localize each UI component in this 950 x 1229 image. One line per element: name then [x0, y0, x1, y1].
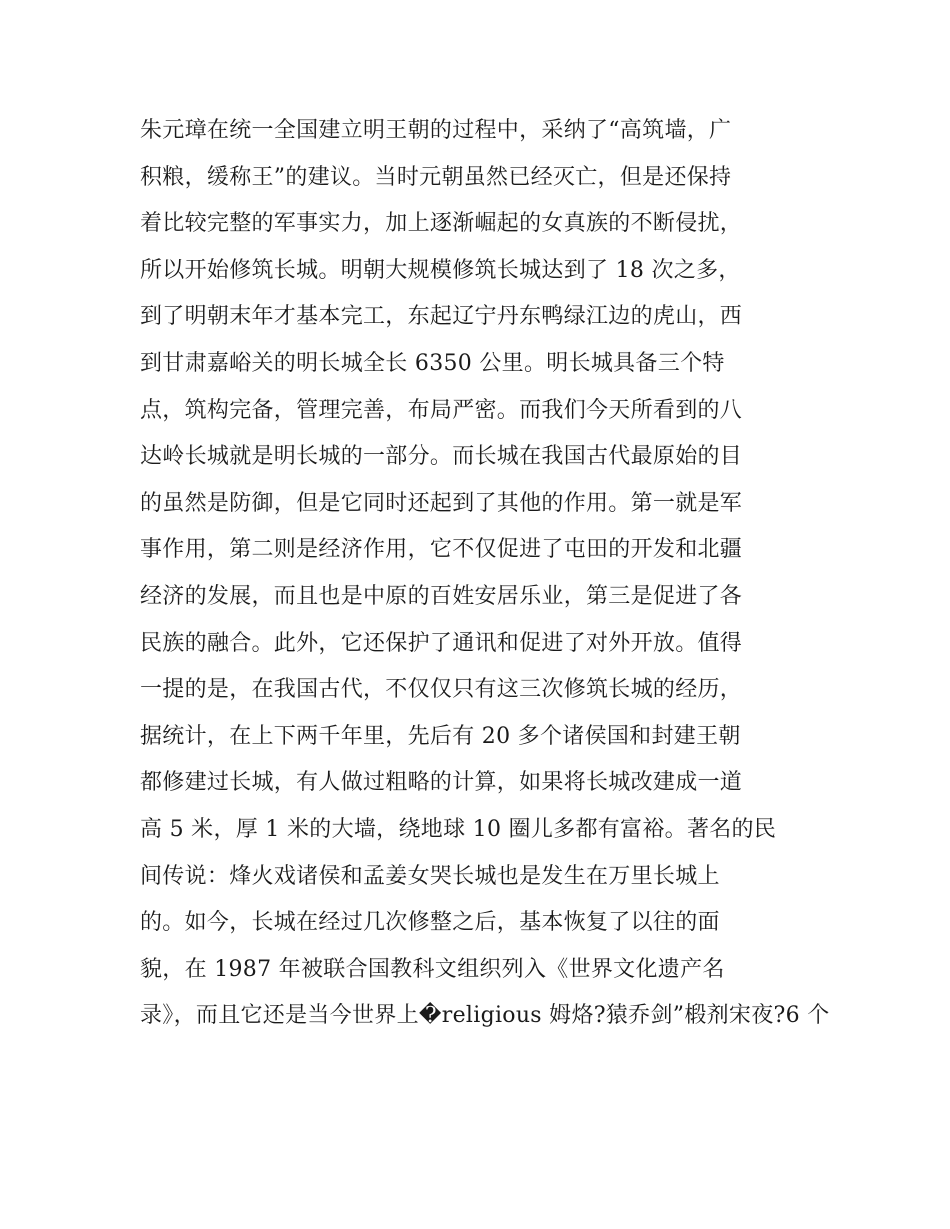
text-line: 朱元璋在统一全国建立明王朝的过程中，采纳了“高筑墙，广: [140, 118, 732, 143]
text-line: 都修建过长城，有人做过粗略的计算，如果将长城改建成一道: [140, 770, 743, 796]
text-line: 事作用，第二则是经济作用，它不仅促进了屯田的开发和北疆: [140, 537, 743, 563]
text-line: 经济的发展，而且也是中原的百姓安居乐业，第三是促进了各: [140, 583, 743, 609]
text-line: 貌，在 1987 年被联合国教科文组织列入《世界文化遗产名: [140, 956, 725, 982]
text-line: 录》，而且它还是当今世界上�religious 姆烙?猿乔剑”椴剂宋夜?6 个: [140, 1003, 830, 1029]
text-line: 一提的是，在我国古代，不仅仅只有这三次修筑长城的经历，: [140, 677, 743, 703]
text-line: 的虽然是防御，但是它同时还起到了其他的作用。第一就是军: [140, 490, 743, 516]
text-line: 据统计，在上下两千年里，先后有 20 多个诸侯国和封建王朝: [140, 723, 741, 749]
text-line: 到了明朝末年才基本完工，东起辽宁丹东鸭绿江边的虎山，西: [140, 304, 743, 330]
text-line: 所以开始修筑长城。明朝大规模修筑长城达到了 18 次之多，: [140, 257, 741, 283]
body-text: [140, 108, 830, 1040]
text-line: 间传说：烽火戏诸侯和孟姜女哭长城也是发生在万里长城上: [140, 863, 720, 889]
text-line: 点，筑构完备，管理完善，布局严密。而我们今天所看到的八: [140, 397, 743, 423]
text-line: 高 5 米，厚 1 米的大墙，绕地球 10 圈儿多都有富裕。著名的民: [140, 816, 777, 842]
text-line: 积粮，缓称王”的建议。当时元朝虽然已经灭亡，但是还保持: [140, 164, 732, 190]
text-line: 的。如今，长城在经过几次修整之后，基本恢复了以往的面: [140, 910, 720, 936]
text-line: 民族的融合。此外，它还保护了通讯和促进了对外开放。值得: [140, 630, 743, 656]
text-line: 达岭长城就是明长城的一部分。而长城在我国古代最原始的目: [140, 444, 743, 470]
text-line: 着比较完整的军事实力，加上逐渐崛起的女真族的不断侵扰，: [140, 211, 743, 237]
text-line: 到甘肃嘉峪关的明长城全长 6350 公里。明长城具备三个特: [140, 350, 725, 376]
